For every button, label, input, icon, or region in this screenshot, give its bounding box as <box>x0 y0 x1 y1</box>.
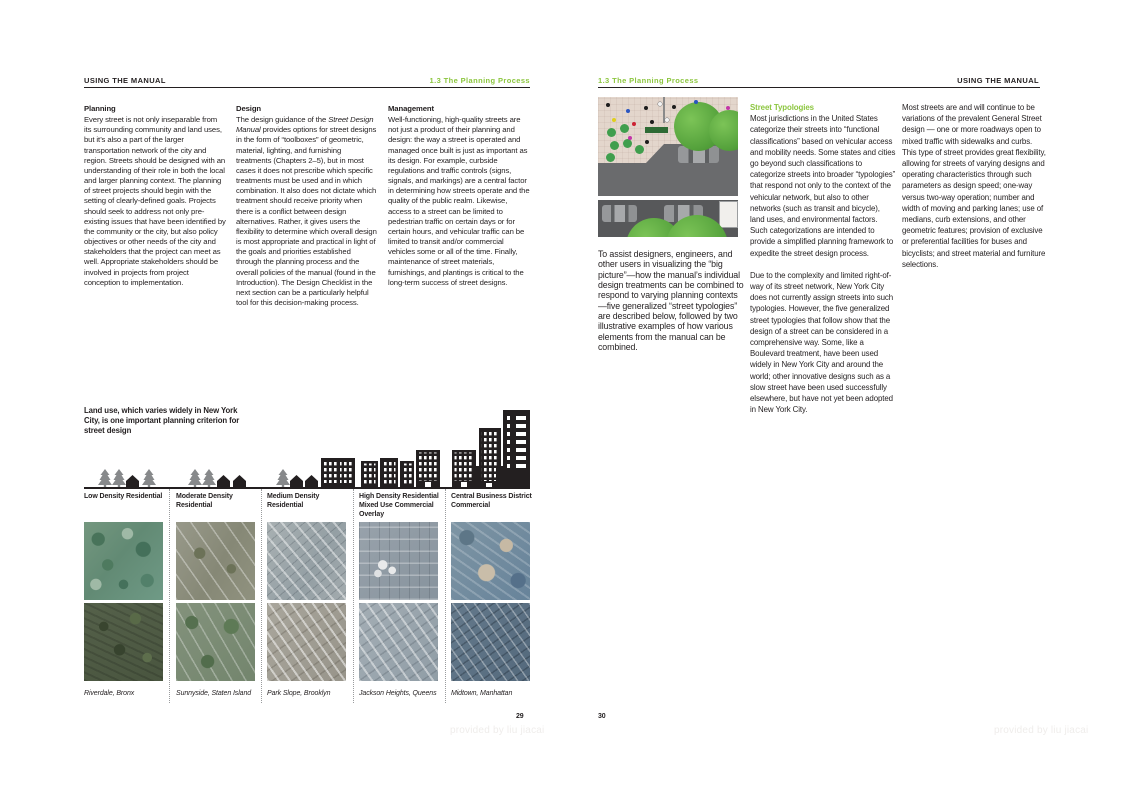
typologies-paragraph-2: Due to the complexity and limited right-of-way of its street network, New York City does not currently assign streets into such typologies. However, the five generalized street typologies that follow show that the design of a street can be considered in a comprehensive way. Some, like a Boulevard treatment, have been used widely in New York City and around the world; other innovative designs such as a slow street have been used successfully elsewhere, but have not yet been adopted in New York City. <box>750 270 894 415</box>
aerial-photo-jacksonheights-2 <box>359 603 438 681</box>
manual-title: Street Design Manual <box>236 115 374 135</box>
design-column <box>236 104 378 308</box>
landuse-label: Low Density Residential <box>84 493 163 500</box>
street-plan-illustration <box>598 97 738 237</box>
right-header-rule <box>598 87 1040 88</box>
pedestrian-dot <box>726 106 730 110</box>
planning-body: Every street is not only inseparable from its surrounding community and land uses, but it’s also a part of the larger transportation network of the city and region. Streets should be designed with an understanding of their role in both the local and larger planning context. The planning of street projects should begin with the setting of clearly-defined goals. Projects should seek to address not only pre-existing issues that have been identified by the community or the city, but also policy objectives or other needs of the city and stakeholders that the project can meet as well. Appropriate stakeholders should be involved in projects from project conception to implementation. <box>84 115 226 287</box>
management-column <box>388 104 530 288</box>
pedestrian-dot <box>644 106 648 110</box>
left-section-head: 1.3 The Planning Process <box>429 76 530 85</box>
management-heading: Management <box>388 104 434 113</box>
place-name: Midtown, Manhattan <box>451 690 513 697</box>
planter-icon <box>623 139 632 148</box>
design-heading: Design <box>236 104 262 113</box>
column-divider <box>169 489 170 703</box>
pedestrian-dot <box>694 100 698 104</box>
aerial-photo-midtown-2 <box>451 603 530 681</box>
midrise-icons <box>361 450 440 488</box>
general-street-paragraph: Most streets are and will continue to be variations of the prevalent General Street design — one or more roadways open to mixed traffic with sidewalks and curbs. This type of street provides great flexibility, allowing for streets of varying designs and operating characteristics through such parameters as design speed; one-way versus two-way operation; number and width of moving and parking lanes; use of medians, curb extensions, and other geometric features; provision of exclusive or preferential facilities for buses and bicyclists; and street material and furniture selections. <box>902 103 1046 269</box>
car-icon <box>602 205 637 222</box>
column-divider <box>445 489 446 703</box>
aerial-photo-midtown-1 <box>451 522 530 600</box>
pedestrian-dot <box>626 109 630 113</box>
general-street-column <box>902 102 1046 270</box>
pedestrian-dot <box>632 122 636 126</box>
pedestrian-dot <box>628 136 632 140</box>
street-typologies-heading: Street Typologies <box>750 103 814 112</box>
right-running-head: USING THE MANUAL <box>957 76 1039 85</box>
aerial-photo-parkslope-2 <box>267 603 346 681</box>
pedestrian-dot <box>612 118 616 122</box>
street-typologies-column <box>750 102 896 415</box>
truck-icon <box>719 201 738 228</box>
pedestrian-dot <box>658 102 662 106</box>
column-divider <box>353 489 354 703</box>
landuse-label: Central Business District Commercial <box>451 493 532 509</box>
left-header-rule <box>84 87 530 88</box>
place-name: Riverdale, Bronx <box>84 690 135 697</box>
page-number-left: 29 <box>516 713 524 720</box>
pedestrian-dot <box>665 118 669 122</box>
column-divider <box>261 489 262 703</box>
pedestrian-dot <box>672 105 676 109</box>
aerial-photo-parkslope-1 <box>267 522 346 600</box>
planter-icon <box>606 153 615 162</box>
planning-column <box>84 104 226 288</box>
management-body: Well-functioning, high-quality streets are not just a product of their planning and design: the way a street is operated and managed once built is just as important as its design. For example, curbside regulations and traffic controls (signs, signals, and markings) are a central factor in determining how streets operate and the quality of the public realm. Likewise, access to a street can be limited to pedestrian traffic on certain days or for certain hours, and vehicular traffic can be limited to transit and/or commercial vehicles some or all of the time. Finally, maintenance of street materials, furnishings, and plantings is critical to the long-term success of street designs. <box>388 115 530 287</box>
place-name: Jackson Heights, Queens <box>359 690 437 697</box>
typologies-intro: To assist designers, engineers, and other users in visualizing the “big picture”—how the manual’s individual design treatments can be combined to respond to varying planning contexts—five generalized “street typologies” are described below, followed by two illustrative examples of how various elements from the manual can be combined. <box>598 249 744 353</box>
place-name: Sunnyside, Staten Island <box>176 690 252 697</box>
aerial-photo-riverdale-2 <box>84 603 163 681</box>
design-body: The design guidance of the Street Design Manual provides options for street designs in the form of “toolboxes” of geometric, material, lighting, and furnishing treatments (Chapters 2–5), but in most cases it does not prescribe which specific treatments must be used and in which combination. It also does not dictate which treatment should receive priority when there is a conflict between design alternatives. Rather, it gives users the flexibility to determine which overall design is most appropriate and practical in light of the goals and priorities established through the planning process and the overall policies of the manual (found in the Introduction). The Design Checklist in the next section can be a particularly helpful tool for this decision-making process. <box>236 115 377 307</box>
bench-icon <box>645 127 668 133</box>
watermark: provided by liu jiacai <box>994 725 1089 736</box>
landuse-caption: Land use, which varies widely in New York City, is one important planning criterion for street design <box>84 406 240 435</box>
page-number-right: 30 <box>598 713 606 720</box>
landuse-label: High Density Residential Mixed Use Commercial Overlay <box>359 493 439 518</box>
planter-icon <box>610 141 619 150</box>
pedestrian-dot <box>645 140 649 144</box>
planter-icon <box>620 124 629 133</box>
aerial-photo-riverdale-1 <box>84 522 163 600</box>
watermark: provided by liu jiacai <box>450 725 545 736</box>
landuse-label: Moderate Density Residential <box>176 493 233 509</box>
ground-line <box>84 487 530 489</box>
aerial-photo-sunnyside-1 <box>176 522 255 600</box>
rowhouse-icon <box>321 458 355 488</box>
planter-icon <box>635 145 644 154</box>
typologies-paragraph-1: Most jurisdictions in the United States categorize their streets into “functional classifications” based on vehicular access and mobility needs. Some states and cities go beyond such classifications to categorize streets into broader “typologies” that respond not only to the context of the vehicular network, but also to other networks (such as transit and bicycle), land uses, and environmental factors. Such categorizations are intended to provide a simplified planning framework to expedite the street design process. <box>750 114 896 258</box>
place-name: Park Slope, Brooklyn <box>267 690 331 697</box>
landuse-label: Medium Density Residential <box>267 493 320 509</box>
density-skyline-diagram <box>84 408 530 488</box>
pedestrian-dot <box>650 120 654 124</box>
tower-icons <box>452 410 530 488</box>
aerial-photo-jacksonheights-1 <box>359 522 438 600</box>
planter-icon <box>607 128 616 137</box>
planning-heading: Planning <box>84 104 116 113</box>
pedestrian-dot <box>606 103 610 107</box>
aerial-photo-sunnyside-2 <box>176 603 255 681</box>
right-section-head: 1.3 The Planning Process <box>598 76 699 85</box>
left-running-head: USING THE MANUAL <box>84 76 166 85</box>
